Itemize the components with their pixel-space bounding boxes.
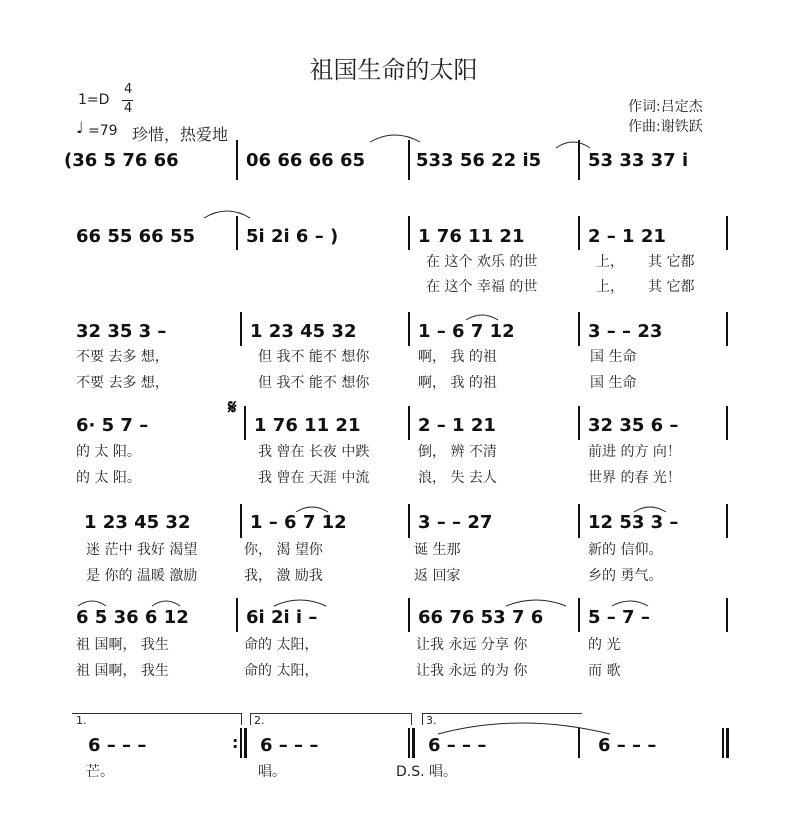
measure: 1 – 6 7 12 [418, 321, 515, 342]
time-signature-top: 4 [124, 82, 133, 97]
slur [152, 601, 180, 606]
lyric-line-1: 在 这个 欢乐 的世 [426, 254, 538, 270]
slur [296, 507, 328, 512]
measure: 533 56 22 i5 [416, 150, 542, 171]
lyric-line-1: 新的 信仰。 [588, 542, 663, 558]
lyric-line-1: 啊， 我 的祖 [418, 349, 497, 365]
time-signature-bottom: 4 [124, 101, 133, 116]
lyric-line-1: 让我 永远 分享 你 [416, 637, 528, 653]
measure: 6 – – – [428, 735, 487, 756]
measure: 2 – 1 21 [418, 415, 496, 436]
repeat-dots: : [232, 733, 239, 752]
lyric-line-1: 命的 太阳， [244, 637, 319, 653]
measure: 3 – – 23 [588, 321, 663, 342]
lyric-line-2: 我 曾在 天涯 中流 [258, 470, 370, 486]
ending-lyric: 芒。 [86, 764, 114, 780]
measure: 32 35 3 – [76, 321, 167, 342]
lyric-line-2: 的 太 阳。 [76, 470, 141, 486]
lyric-line-2: 让我 永远 的为 你 [416, 663, 528, 679]
lyric-line-1: 但 我不 能不 想你 [258, 349, 370, 365]
lyric-line-2: 在 这个 幸福 的世 [426, 279, 538, 295]
lyric-line-2: 不要 去多 想， [76, 375, 169, 391]
slur [506, 600, 566, 606]
lyric-line-1: 诞 生那 [414, 542, 461, 558]
measure: 1 23 45 32 [250, 321, 357, 342]
measure: (36 5 76 66 [64, 150, 179, 171]
lyric-line-1: 前进 的方 向！ [588, 444, 681, 460]
measure: 6· 5 7 – [76, 415, 149, 436]
lyric-line-1: 祖 国啊， 我生 [76, 637, 169, 653]
segno-icon: 𝄋 [228, 395, 237, 419]
slur [370, 135, 420, 142]
measure: 1 23 45 32 [84, 512, 191, 533]
volta-label-3: 3. [426, 714, 437, 727]
lyricist: 作词:吕定杰 [628, 99, 703, 115]
lyric-line-1: 迷 茫中 我好 渴望 [86, 542, 198, 558]
measure: 32 35 6 – [588, 415, 679, 436]
ending-lyric: D.S. 唱。 [396, 764, 458, 780]
tempo: =79 [88, 123, 118, 139]
expression-mark: 珍惜，热爱地 [132, 125, 229, 144]
lyric-line-1: 我 曾在 长夜 中跌 [258, 444, 370, 460]
lyric-line-2: 祖 国啊， 我生 [76, 663, 169, 679]
measure: 1 – 6 7 12 [250, 512, 347, 533]
lyric-line-2: 其 它都 [648, 279, 695, 295]
slur [78, 601, 106, 606]
lyric-line-1: 倒， 辨 不清 [418, 444, 497, 460]
measure: 5i 2i 6 – ) [246, 226, 339, 247]
lyric-line-2: 我， 激 励我 [244, 568, 323, 584]
ending-lyric: 唱。 [258, 764, 286, 780]
lyric-line-2: 浪， 失 去人 [418, 470, 497, 486]
slur [466, 315, 498, 320]
lyric-line-2: 但 我不 能不 想你 [258, 375, 370, 391]
slur [204, 211, 250, 218]
key-signature: 1=D [78, 92, 110, 108]
measure: 66 55 66 55 [76, 226, 195, 247]
lyric-line-1: 其 它都 [648, 254, 695, 270]
measure: 6 – – – [260, 735, 319, 756]
slur [438, 723, 610, 734]
slur [634, 507, 666, 512]
quarter-note-icon: ♩ [76, 118, 84, 137]
lyric-line-2: 上， [596, 279, 624, 295]
measure: 12 53 3 – [588, 512, 679, 533]
measure: 1 76 11 21 [254, 415, 361, 436]
lyric-line-2: 返 回家 [414, 568, 461, 584]
slur [556, 142, 590, 148]
measure: 6 5 36 6 12 [76, 607, 189, 628]
measure: 6i 2i i – [246, 607, 318, 628]
lyric-line-1: 你， 渴 望你 [244, 542, 323, 558]
measure: 6 – – – [598, 735, 657, 756]
measure: 53 33 37 i [588, 150, 689, 171]
page-title: 祖国生命的太阳 [309, 56, 478, 84]
slur [274, 600, 326, 606]
lyric-line-2: 而 歌 [588, 663, 621, 679]
lyric-line-2: 命的 太阳， [244, 663, 319, 679]
measure: 2 – 1 21 [588, 226, 666, 247]
volta-label-1: 1. [76, 714, 87, 727]
measure: 5 – 7 – [588, 607, 650, 628]
measure: 06 66 66 65 [246, 150, 365, 171]
lyric-line-1: 不要 去多 想， [76, 349, 169, 365]
lyric-line-2: 是 你的 温暖 激励 [86, 568, 198, 584]
lyric-line-2: 世界 的春 光！ [588, 470, 681, 486]
measure: 66 76 53 7 6 [418, 607, 544, 628]
lyric-line-1: 的 光 [588, 637, 621, 653]
slur [612, 601, 648, 606]
lyric-line-2: 乡的 勇气。 [588, 568, 663, 584]
lyric-line-1: 上， [596, 254, 624, 270]
measure: 3 – – 27 [418, 512, 493, 533]
lyric-line-2: 啊， 我 的祖 [418, 375, 497, 391]
measure: 6 – – – [88, 735, 147, 756]
lyric-line-1: 的 太 阳。 [76, 444, 141, 460]
composer: 作曲:谢铁跃 [628, 119, 703, 135]
volta-label-2: 2. [254, 714, 265, 727]
lyric-line-2: 国 生命 [590, 375, 637, 391]
measure: 1 76 11 21 [418, 226, 525, 247]
lyric-line-1: 国 生命 [590, 349, 637, 365]
